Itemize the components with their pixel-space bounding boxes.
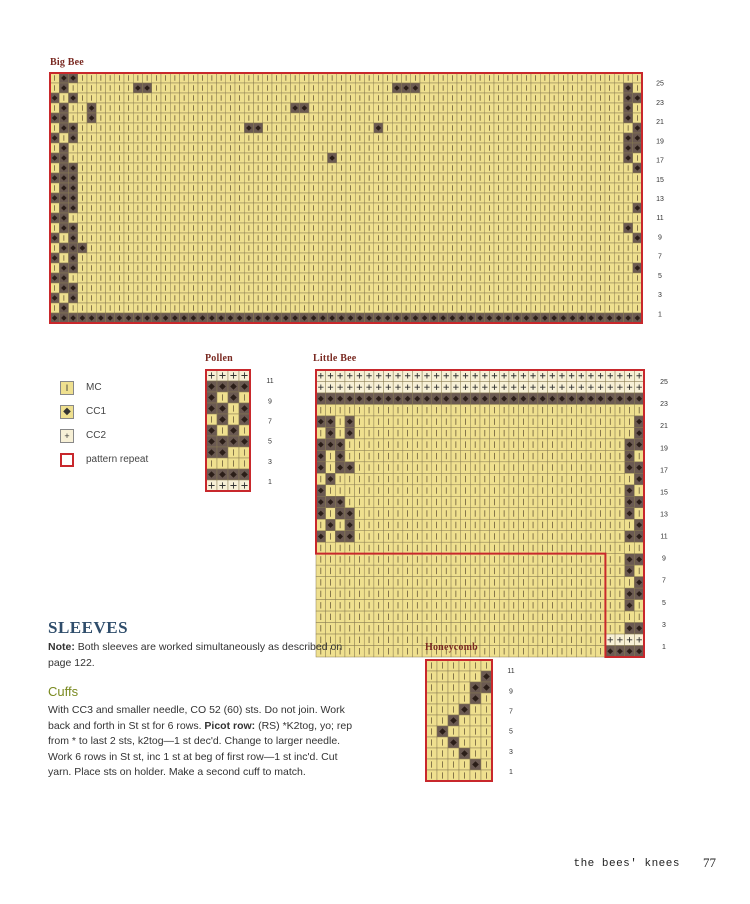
row-number-label: 3 [268,458,272,466]
row-number-label: 19 [656,138,664,146]
row-number-label: 5 [658,272,662,280]
pollen-title: Pollen [205,353,233,364]
row-number-label: 9 [268,398,272,406]
row-number-label: 7 [268,418,272,426]
row-number-label: 23 [656,99,664,107]
big-bee-title: Big Bee [50,57,84,68]
row-number-label: 11 [656,215,664,223]
row-number-label: 5 [268,438,272,446]
little-bee-title: Little Bee [313,353,357,364]
row-number-label: 25 [656,80,664,88]
row-number-label: 3 [658,292,662,300]
row-number-label: 15 [656,176,664,184]
row-number-label: 9 [658,234,662,242]
row-number-label: 21 [656,119,664,127]
row-number-label: 11 [266,378,274,386]
row-number-label: 1 [268,478,272,486]
row-number-label: 13 [656,196,664,203]
row-number-label: 7 [658,253,662,261]
row-number-label: 17 [656,157,664,165]
row-number-label: 1 [658,311,662,319]
